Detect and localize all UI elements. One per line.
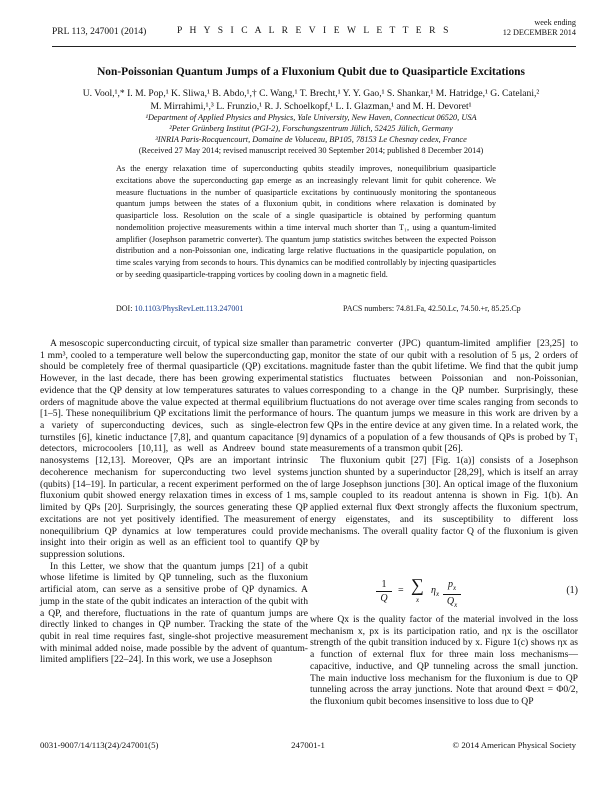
article-title: Non-Poissonian Quantum Jumps of a Fluxonium Qubit due to Quasiparticle Excitations	[97, 66, 525, 78]
p-symbol: p	[447, 579, 453, 590]
body-paragraph: A mesoscopic superconducting circuit, of typical size smaller than 1 mm³, cooled to a temperature well below the superconducting gap, should be completely free of thermal quasiparticle (QP) excitations. However, in the last decade, there has been growing experimental evidence that the QP density at low temperatures saturates to values orders of magnitude above the value expected at thermal equilibrium [1–5]. These nonequilibrium QP excitations limit the performance of a variety of superconducting devices, such as single-electron turnstiles [6], kinetic inductance [7,8], and quantum capacitance [9] detectors, microcoolers [10,11], as well as Andreev bound state nanosystems [12,13]. Moreover, QPs are an important intrinsic decoherence mechanism for superconducting two level systems (qubits) [14–19]. In particular, a recent experiment performed on the fluxonium qubit showed energy relaxation times in excess of 1 ms, limited by QPs [20]. Surprisingly, the sources generating these QP excitations are not yet positively identified. The measurement of nonequilibrium QP dynamics at low temperatures could provide insight into their origin as well as an efficient tool to quantify QP suppression solutions.	[40, 338, 308, 560]
journal-citation: PRL 113, 247001 (2014)	[52, 27, 147, 37]
journal-name: P H Y S I C A L R E V I E W L E T T E R S	[177, 26, 451, 36]
eta-symbol: η	[431, 585, 436, 596]
body-paragraph: parametric converter (JPC) quantum-limited amplifier [23,25] to monitor the state of our qubit with a resolution of 5 μs, 2 orders of magnitude faster than the qubit lifetime. We find that the qubit jump statistics fluctuates between Poissonian and non-Poissonian, corresponding to a change in the QP number. Surprisingly, these fluctuations do not average over time scales ranging from seconds to hours. The quantum jumps we measure in this work are driven by a few QPs in the entire device at any given time. In a related work, the dynamics of a population of a few thousands of QPs is probed by T₁ measurements of a transmon qubit [26].	[310, 338, 578, 455]
equation-rhs-denominator	[443, 595, 461, 612]
copyright: © 2014 American Physical Society	[452, 740, 576, 750]
body-column-right	[310, 338, 578, 549]
issue-date	[503, 18, 576, 38]
body-column-left	[40, 338, 308, 666]
header-divider	[52, 46, 576, 47]
affiliation: ²Peter Grünberg Institut (PGI-2), Forschungszentrum Jülich, 52425 Jülich, Germany	[169, 124, 453, 133]
running-header	[52, 18, 576, 44]
equation-denominator: Q	[380, 593, 388, 604]
affiliation: ³INRIA Paris-Rocquencourt, Domaine de Voluceau, BP105, 78153 Le Chesnay cedex, France	[155, 135, 467, 144]
abstract: As the energy relaxation time of superconducting qubits steadily improves, nonequilibrium quasiparticle excitations above the superconducting gap emerge as an increasingly relevant limit for qubit coherence. We measure fluctuations in the number of quasiparticle excitations by continuously monitoring the spontaneous quantum jumps between the states of a fluxonium qubit, in conditions where relaxation is dominated by quasiparticle loss. Resolution on the scale of a single quasiparticle is obtained by performing quantum nondemolition projective measurements within a time interval much shorter than T₁, using a quantum-limited amplifier (Josephson parametric converter). The quantum jump statistics switches between the expected Poisson distribution and a non-Poissonian one, indicating large relative fluctuations in the quasiparticle population, on time scales varying from seconds to hours. This dynamics can be modified controllably by injecting quasiparticles or by seeding quasiparticle-trapping vortices by cooling down in a magnetic field.	[116, 164, 496, 279]
page-number: 247001-1	[291, 740, 325, 750]
doi-label: DOI:	[116, 304, 135, 313]
body-paragraph: In this Letter, we show that the quantum jumps [21] of a qubit whose lifetime is limited by QP tunneling, such as the fluxonium artificial atom, can serve as a sensitive probe of QP dynamics. A jump in the state of the qubit indicates an interaction of the qubit with a QP, and therefore, fluctuations in the rate of quantum jumps are directly linked to changes in QP number. Tracking the state of the qubit in real time requires fast, single-shot projective measurement with minimal added noise, made possible by the advent of quantum-limited amplifiers [22–24]. In this work, we use a Josephson	[40, 560, 308, 666]
summation-symbol: ∑	[411, 575, 424, 595]
body-paragraph: The fluxonium qubit [27] [Fig. 1(a)] consists of a Josephson junction shunted by a superinductor [28,29], which is itself an array of large Josephson junctions [30]. An optical image of the fluxonium sample coupled to its readout antenna is shown in Fig. 1(b). An applied external flux Φext strongly affects the fluxonium spectrum, energy eigenstates, and its susceptibility to different loss mechanisms. The overall quality factor Q of the fluxonium is given by	[310, 455, 578, 549]
affiliations	[40, 112, 582, 156]
q-symbol: Q	[446, 596, 455, 607]
p-subscript: x	[452, 584, 457, 592]
pacs-numbers: PACS numbers: 74.81.Fa, 42.50.Lc, 74.50.+r, 85.25.Cp	[343, 304, 521, 313]
eta-subscript: x	[435, 590, 440, 598]
equation-numerator: 1	[376, 579, 392, 592]
equation-1	[310, 576, 578, 612]
equation-eta	[431, 585, 439, 598]
summation-index: x	[416, 596, 420, 604]
author-line: M. Mirrahimi,¹,³ L. Frunzio,¹ R. J. Schoelkopf,¹ L. I. Glazman,¹ and M. H. Devoret¹	[150, 100, 472, 112]
footer-code: 0031-9007/14/113(24)/247001(5)	[40, 740, 159, 750]
equation-number: (1)	[566, 585, 578, 596]
equation-rhs-fraction	[443, 579, 461, 612]
author-list	[40, 88, 582, 113]
doi-link[interactable]: 10.1103/PhysRevLett.113.247001	[134, 304, 244, 313]
doi-line	[116, 304, 243, 313]
q-subscript: x	[454, 601, 458, 609]
week-ending-label: week ending	[534, 18, 576, 27]
page-footer	[40, 740, 576, 754]
received-dates: (Received 27 May 2014; revised manuscript received 30 September 2014; published 8 December 2014)	[138, 146, 484, 155]
body-paragraph-after-equation: where Qx is the quality factor of the material involved in the loss mechanism x, px is its participation ratio, and ηx is the oscillator strength of the qubit transition induced by x. Figure 1(c) shows ηx as a function of external flux for three main loss mechanisms—capacitive, inductive, and QP tunneling across the small junction. The main inductive loss mechanism for the fluxonium is due to QP tunneling across the array junctions. Note that around Φext = Φ0/2, the fluxonium qubit becomes insensitive to loss due to QP	[310, 614, 578, 708]
equation-lhs-fraction	[376, 579, 392, 605]
author-line: U. Vool,¹,* I. M. Pop,¹ K. Sliwa,¹ B. Abdo,¹,† C. Wang,¹ T. Brecht,¹ Y. Y. Gao,¹ S. Shankar,¹ M. Hatridge,¹ G. Catelani,²	[82, 88, 540, 99]
equation-rhs-numerator	[443, 579, 461, 595]
equation-equals: =	[398, 585, 404, 596]
issue-date-value: 12 DECEMBER 2014	[502, 28, 576, 37]
affiliation: ¹Department of Applied Physics and Physics, Yale University, New Haven, Connecticut 06520, USA	[145, 113, 477, 122]
